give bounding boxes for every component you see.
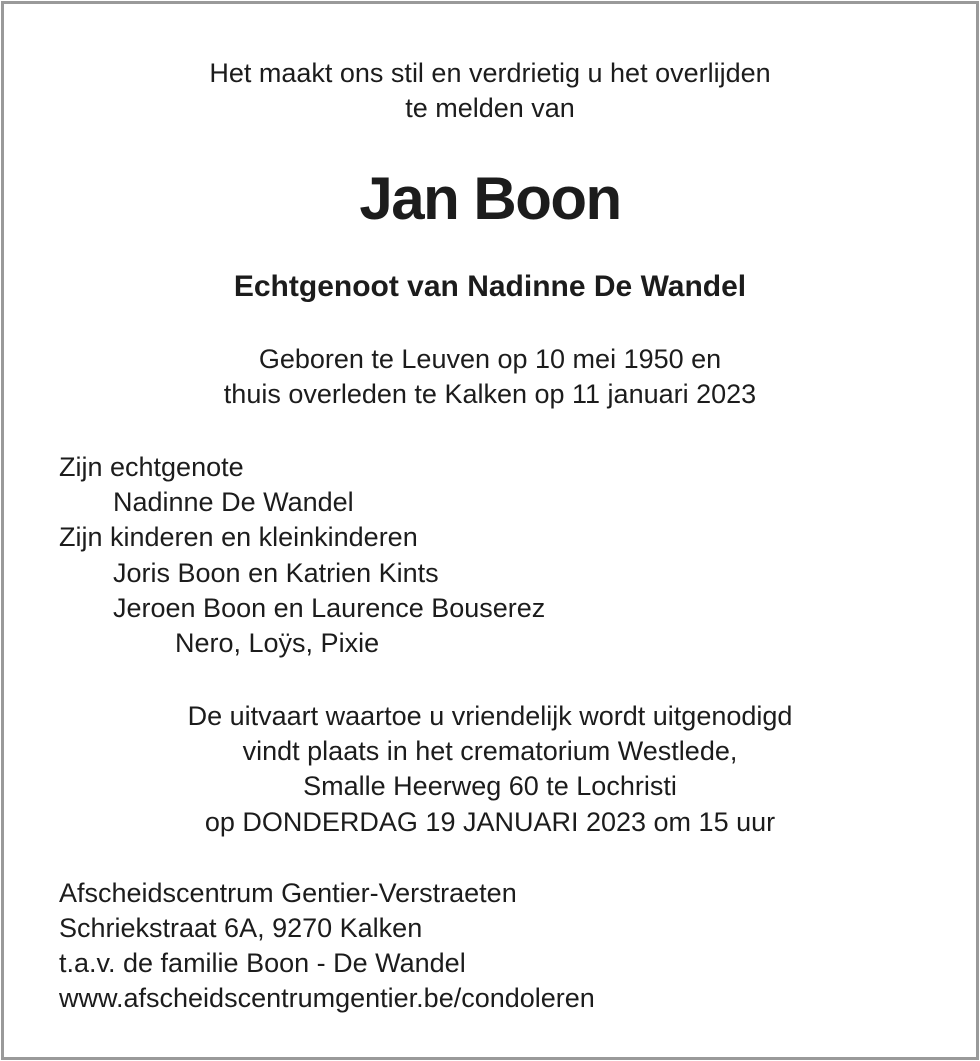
spouse-line: Echtgenoot van Nadinne De Wandel — [233, 270, 747, 303]
death-line: thuis overleden te Kalken op 11 januari 2023 — [223, 379, 757, 409]
birth-line: Geboren te Leuven op 10 mei 1950 en — [258, 344, 722, 374]
contact-line-3: t.a.v. de familie Boon - De Wandel — [59, 948, 466, 978]
child-1: Joris Boon en Katrien Kints — [113, 558, 439, 588]
intro-line-1: Het maakt ons stil en verdrietig u het overlijden — [209, 58, 771, 88]
contact-line-2: Schriekstraat 6A, 9270 Kalken — [59, 913, 423, 943]
spouse-heading: Zijn echtgenote — [59, 452, 244, 482]
spouse-name: Nadinne De Wandel — [113, 487, 354, 517]
obituary-card — [1, 1, 979, 1060]
deceased-name: Jan Boon — [359, 165, 621, 232]
grandchildren: Nero, Loÿs, Pixie — [175, 628, 380, 658]
contact-line-1: Afscheidscentrum Gentier-Verstraeten — [59, 878, 517, 908]
condolence-link[interactable]: www.afscheidscentrumgentier.be/condoleren — [59, 983, 595, 1013]
funeral-line-2: vindt plaats in het crematorium Westlede, — [242, 736, 738, 766]
funeral-line-3: Smalle Heerweg 60 te Lochristi — [303, 771, 677, 801]
child-2: Jeroen Boon en Laurence Bouserez — [113, 593, 546, 623]
intro-line-2: te melden van — [405, 93, 575, 123]
funeral-line-4: op DONDERDAG 19 JANUARI 2023 om 15 uur — [204, 807, 776, 837]
children-heading: Zijn kinderen en kleinkinderen — [59, 522, 418, 552]
funeral-line-1: De uitvaart waartoe u vriendelijk wordt uitgenodigd — [187, 701, 793, 731]
